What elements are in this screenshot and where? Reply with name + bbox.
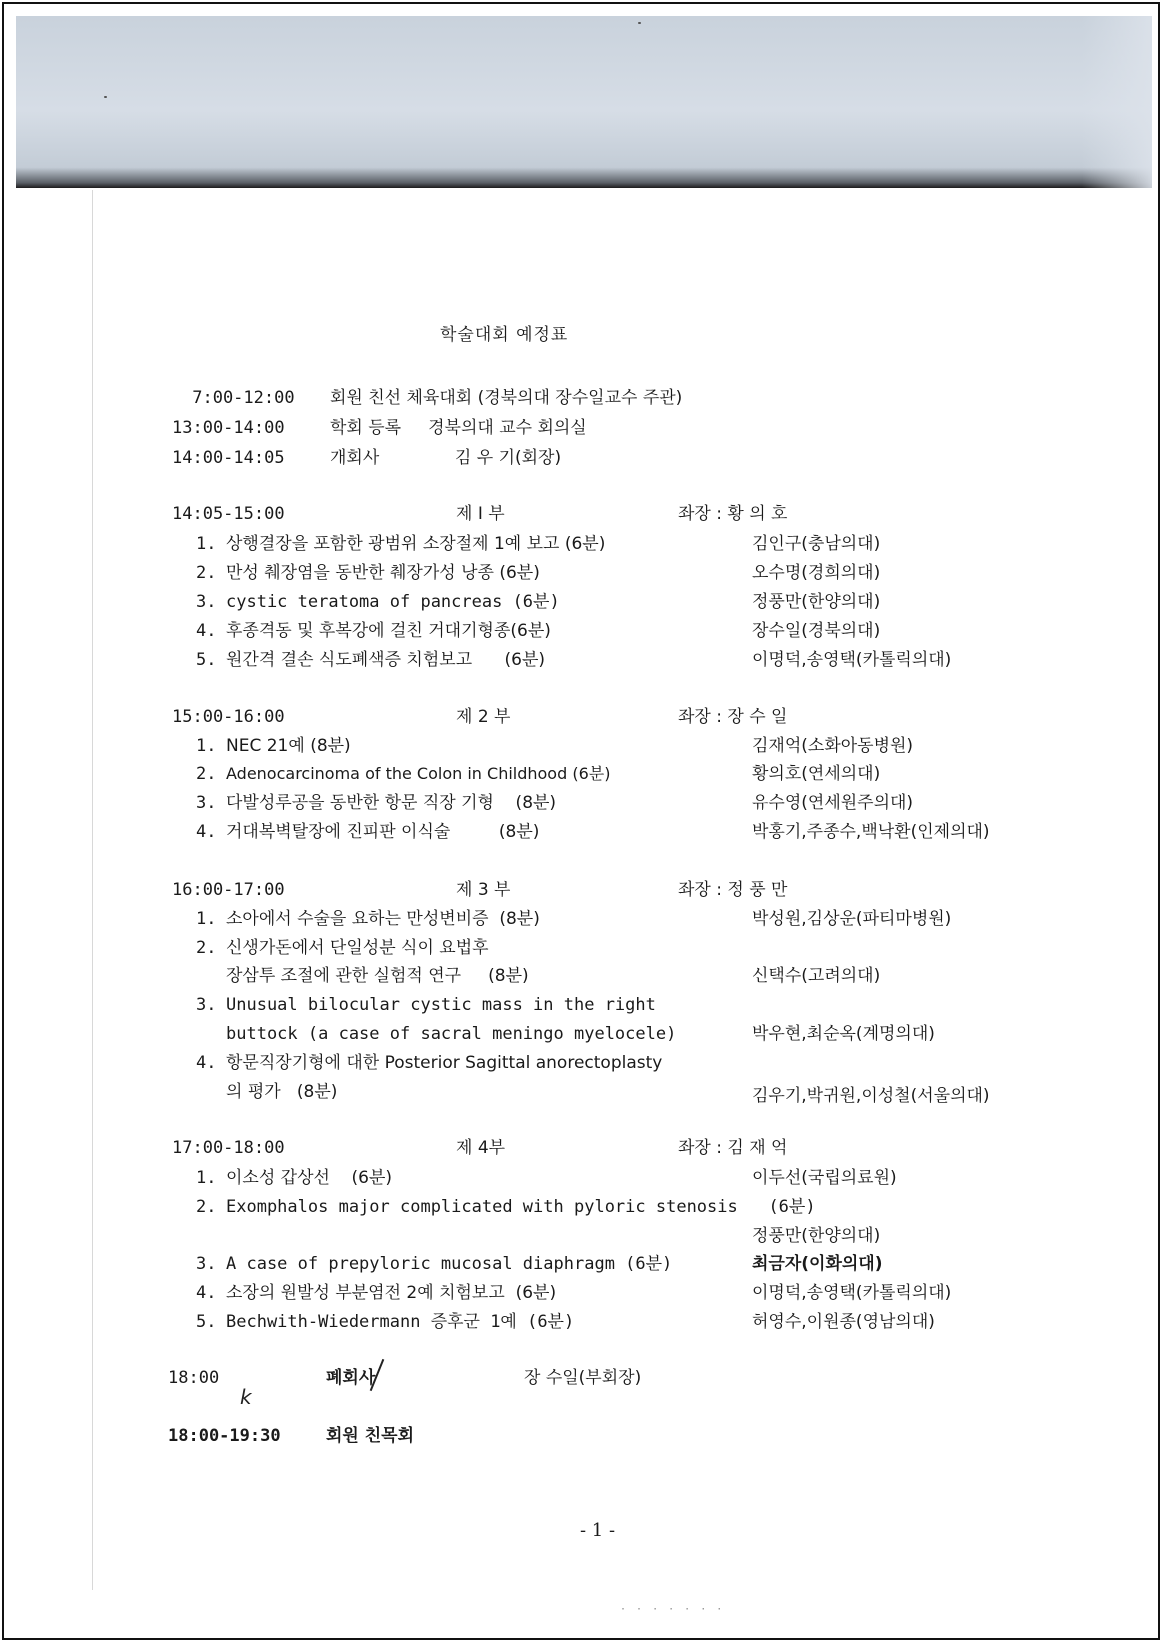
item-author: 최금자(이화의대) [752,1254,883,1274]
item-number: 5. [196,1312,217,1332]
item-author: 오수명(경희의대) [752,563,881,583]
item-title: 상행결장을 포함한 광범위 소장절제 1예 보고 (6분) [226,534,606,554]
item-number: 2. [196,1197,217,1217]
paper-edge [92,190,93,1590]
closing-label: 폐회사 [326,1368,376,1388]
item-number: 2. [196,764,217,784]
item-title: 항문직장기형에 대한 Posterior Sagittal anorectoplasty [226,1053,663,1073]
item-author: 김재억(소화아동병원) [752,736,914,756]
item-author: 박홍기,주종수,백낙환(인제의대) [752,822,990,842]
page-border [2,2,1160,1640]
item-title: A case of prepyloric mucosal diaphragm (6분) [226,1254,673,1274]
item-title: 신생가돈에서 단일성분 식이 요법후 [226,938,489,958]
session-chair: 좌장 : 김 재 억 [678,1138,788,1158]
session-name: 제 3 부 [456,880,511,900]
item-title: 거대복벽탈장에 진피판 이식술 (8분) [226,822,540,842]
schedule-time: 13:00-14:00 [172,418,285,438]
item-title: 후종격동 및 후복강에 걸친 거대기형종(6분) [226,621,551,641]
item-title: Adenocarcinoma of the Colon in Childhood (6분) [226,764,611,783]
item-author: 이명덕,송영택(카톨릭의대) [752,1283,952,1303]
item-author: 정풍만(한양의대) [752,1226,881,1246]
item-title: 이소성 갑상선 (6분) [226,1168,393,1188]
item-number: 5. [196,650,217,670]
session-chair: 좌장 : 장 수 일 [678,707,788,727]
session-chair: 좌장 : 황 의 호 [678,504,788,524]
item-number: 2. [196,563,217,583]
closing-time: 18:00 [168,1368,220,1388]
session-time: 17:00-18:00 [172,1138,285,1158]
item-author: 신택수(고려의대) [752,966,881,986]
item-author: 박성원,김상운(파티마병원) [752,909,952,929]
item-number: 1. [196,1168,217,1188]
social-label: 회원 친목회 [326,1426,415,1446]
item-number: 3. [196,995,217,1015]
session-time: 14:05-15:00 [172,504,285,524]
speck [104,96,107,98]
item-number: 3. [196,1254,217,1274]
item-number: 4. [196,1283,217,1303]
item-title: Bechwith-Wiedermann 증후군 1예 (6분) [226,1312,575,1332]
schedule-time: 14:00-14:05 [172,448,285,468]
social-time: 18:00-19:30 [168,1426,281,1446]
item-author: 허영수,이원종(영남의대) [752,1312,935,1332]
closing-person: 장 수일(부회장) [524,1368,642,1388]
item-number: 3. [196,592,217,612]
session-name: 제 2 부 [456,707,511,727]
item-title-continued: 의 평가 (8분) [226,1082,338,1102]
item-number: 1. [196,736,217,756]
item-title-continued: buttock (a case of sacral meningo myelocele) [226,1024,677,1044]
item-author: 이두선(국립의료원) [752,1168,897,1188]
scan-noise: · · · · · · · [620,1604,725,1615]
item-author: 유수영(연세원주의대) [752,793,914,813]
schedule-text: 개회사 김 우 기(회장) [330,448,562,468]
session-name: 제 4부 [456,1138,506,1158]
schedule-text: 학회 등록 경북의대 교수 회의실 [330,418,587,438]
item-author: 정풍만(한양의대) [752,592,881,612]
session-time: 15:00-16:00 [172,707,285,727]
item-title: 소아에서 수술을 요하는 만성변비증 (8분) [226,909,540,929]
page-number: - 1 - [580,1520,616,1541]
speck [638,22,641,24]
item-title: Exomphalos major complicated with pyloric stenosis (6분) [226,1197,816,1217]
scan-shadow [16,16,1152,188]
item-title: NEC 21예 (8분) [226,736,351,756]
session-chair: 좌장 : 정 풍 만 [678,880,788,900]
item-author: 황의호(연세의대) [752,764,881,784]
schedule-text: 회원 친선 체육대회 (경북의대 장수일교수 주관) [330,388,683,408]
item-title: cystic teratoma of pancreas (6분) [226,592,560,612]
item-title: Unusual bilocular cystic mass in the right [226,995,656,1015]
item-number: 3. [196,793,217,813]
item-author: 이명덕,송영택(카톨릭의대) [752,650,952,670]
item-title: 소장의 원발성 부분염전 2예 치험보고 (6분) [226,1283,557,1303]
item-author: 장수일(경북의대) [752,621,881,641]
item-number: 4. [196,1053,217,1073]
item-number: 4. [196,822,217,842]
item-author: 김인구(충남의대) [752,534,881,554]
item-author: 김우기,박귀원,이성철(서울의대) [752,1086,990,1106]
item-title: 만성 췌장염을 동반한 췌장가성 낭종 (6분) [226,563,540,583]
item-number: 2. [196,938,217,958]
item-author: 박우현,최순옥(계명의대) [752,1024,935,1044]
handwritten-annotation: k [240,1385,252,1409]
item-number: 1. [196,909,217,929]
item-title-continued: 장삼투 조절에 관한 실험적 연구 (8분) [226,966,529,986]
schedule-time: 7:00-12:00 [182,388,295,408]
item-title: 다발성루공을 동반한 항문 직장 기형 (8분) [226,793,557,813]
page-title: 학술대회 예정표 [440,325,569,345]
item-number: 1. [196,534,217,554]
item-number: 4. [196,621,217,641]
item-title: 원간격 결손 식도폐색증 치험보고 (6분) [226,650,546,670]
session-name: 제 I 부 [456,504,505,524]
session-time: 16:00-17:00 [172,880,285,900]
